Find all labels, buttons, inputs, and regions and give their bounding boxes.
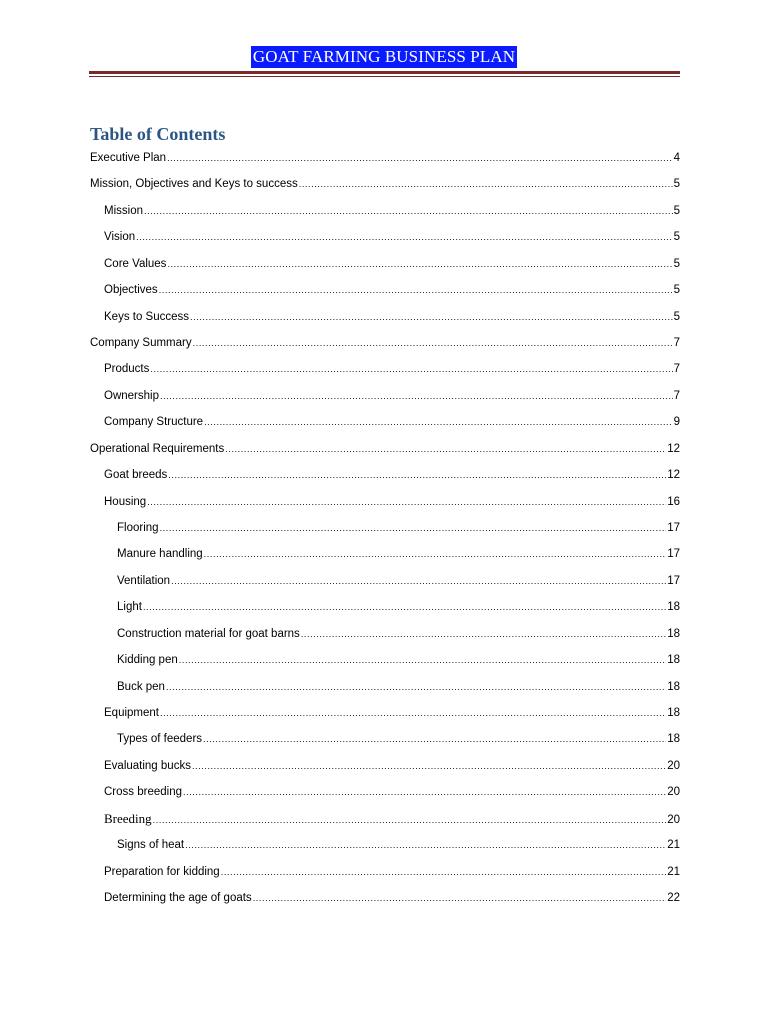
toc-entry-page: 17	[667, 522, 680, 535]
toc-leader-dots	[147, 494, 666, 510]
toc-leader-dots	[167, 256, 672, 272]
toc-entry[interactable]	[104, 361, 680, 377]
toc-entry[interactable]	[90, 176, 680, 192]
toc-leader-dots	[204, 414, 673, 430]
toc-entry[interactable]	[104, 890, 680, 906]
toc-entry[interactable]	[104, 784, 680, 800]
toc-entry[interactable]	[104, 282, 680, 298]
toc-entry-page: 22	[667, 892, 680, 905]
toc-entry-page: 5	[673, 231, 680, 244]
toc-entry[interactable]	[104, 414, 680, 430]
toc-entry[interactable]	[104, 256, 680, 272]
toc-entry-label: Company Structure	[104, 416, 204, 429]
toc-entry-label: Preparation for kidding	[104, 865, 220, 878]
toc-entry[interactable]	[104, 203, 680, 219]
toc-entry-page: 20	[667, 759, 680, 772]
toc-entry-page: 17	[667, 548, 680, 561]
toc-entry-label: Evaluating bucks	[104, 759, 191, 772]
toc-leader-dots	[301, 626, 666, 642]
toc-leader-dots	[185, 837, 666, 853]
toc-entry-label: Mission, Objectives and Keys to success	[90, 178, 298, 191]
toc-entry[interactable]	[104, 229, 680, 245]
toc-entry-label: Breeding	[104, 810, 152, 826]
toc-leader-dots	[136, 229, 672, 245]
toc-entry[interactable]	[104, 388, 680, 404]
toc-entry-page: 18	[667, 707, 680, 720]
toc-leader-dots	[253, 890, 667, 906]
toc-entry-page: 5	[673, 257, 680, 270]
toc-entry-label: Kidding pen	[117, 654, 178, 667]
header-rule-thin	[89, 76, 680, 77]
toc-entry[interactable]	[104, 758, 680, 774]
toc-entry-page: 4	[673, 152, 680, 164]
toc-leader-dots	[153, 812, 667, 828]
toc-entry-label: Determining the age of goats	[104, 892, 252, 905]
toc-entry-page: 12	[667, 469, 680, 482]
toc-entry-label: Ownership	[104, 389, 159, 402]
toc-leader-dots	[179, 652, 666, 668]
toc-leader-dots	[166, 679, 666, 695]
toc-entry-label: Manure handling	[117, 548, 203, 561]
toc-entry[interactable]	[104, 494, 680, 510]
toc-entry-page: 21	[667, 839, 680, 852]
toc-entry-label: Signs of heat	[117, 839, 185, 852]
toc-leader-dots	[144, 203, 673, 219]
toc-leader-dots	[160, 388, 673, 404]
toc-entry-page: 12	[667, 442, 680, 455]
toc-heading: Table of Contents	[90, 124, 226, 144]
toc-entry-page: 5	[673, 310, 680, 323]
toc-entry[interactable]	[117, 520, 680, 536]
toc-entry[interactable]	[104, 467, 680, 483]
toc-entry-label: Core Values	[104, 257, 167, 270]
toc-entry-label: Equipment	[104, 707, 159, 720]
toc-leader-dots	[183, 784, 666, 800]
toc-entry[interactable]	[104, 811, 680, 828]
toc-entry-label: Construction material for goat barns	[117, 627, 300, 640]
toc-leader-dots	[171, 573, 666, 589]
toc-entry-label: Flooring	[117, 522, 159, 535]
toc-entry-page: 16	[667, 495, 680, 508]
toc-leader-dots	[150, 361, 672, 377]
toc-entry-label: Executive Plan	[90, 152, 167, 164]
toc-entry-label: Objectives	[104, 284, 158, 297]
toc-leader-dots	[203, 731, 666, 747]
toc-leader-dots	[225, 441, 666, 457]
toc-entry-label: Goat breeds	[104, 469, 168, 482]
toc-leader-dots	[168, 467, 666, 483]
toc-entry-page: 18	[667, 654, 680, 667]
toc-entry-page: 18	[667, 601, 680, 614]
toc-entry[interactable]	[117, 546, 680, 562]
toc-entry-page: 18	[667, 733, 680, 746]
toc-entry-page: 7	[673, 363, 680, 376]
toc-entry-page: 9	[673, 416, 680, 429]
toc-entry-page: 21	[667, 865, 680, 878]
toc-entry-page: 5	[673, 178, 680, 191]
toc-entry-page: 7	[673, 337, 680, 349]
toc-leader-dots	[221, 864, 666, 880]
toc-entry[interactable]	[90, 335, 680, 351]
toc-entry[interactable]	[90, 150, 680, 166]
toc-entry[interactable]	[117, 626, 680, 642]
toc-entry[interactable]	[104, 309, 680, 325]
toc-leader-dots	[143, 599, 666, 615]
toc-entry-label: Products	[104, 363, 150, 376]
toc-entry[interactable]	[117, 679, 680, 695]
toc-entry-page: 17	[667, 574, 680, 587]
toc-entry-label: Buck pen	[117, 680, 165, 693]
toc-entry-label: Ventilation	[117, 574, 171, 587]
toc-entry-page: 20	[667, 813, 680, 826]
toc-entry-label: Types of feeders	[117, 733, 203, 746]
toc-entry-label: Mission	[104, 204, 143, 217]
toc-entry[interactable]	[104, 705, 680, 721]
toc-entry-label: Company Summary	[90, 337, 192, 349]
toc-entry-page: 5	[673, 204, 680, 217]
toc-entry-page: 18	[667, 680, 680, 693]
toc-leader-dots	[160, 520, 667, 536]
toc-entry[interactable]	[104, 864, 680, 880]
toc-entry[interactable]	[117, 731, 680, 747]
toc-leader-dots	[167, 150, 673, 166]
toc-leader-dots	[204, 546, 667, 562]
toc-leader-dots	[159, 282, 673, 298]
toc-entry-label: Operational Requirements	[90, 442, 225, 455]
toc-entry-page: 7	[673, 389, 680, 402]
toc-leader-dots	[160, 705, 666, 721]
toc-leader-dots	[299, 176, 673, 192]
toc-entry-label: Cross breeding	[104, 786, 182, 799]
toc-entry-label: Vision	[104, 231, 136, 244]
toc-entry-label: Housing	[104, 495, 147, 508]
toc-entry-label: Light	[117, 601, 142, 614]
header-rule	[89, 71, 680, 74]
toc-leader-dots	[193, 335, 673, 351]
toc-entry-label: Keys to Success	[104, 310, 190, 323]
toc-entry-page: 18	[667, 627, 680, 640]
toc-entry[interactable]	[117, 573, 680, 589]
toc-leader-dots	[192, 758, 666, 774]
document-header	[0, 46, 768, 68]
toc-entry[interactable]	[117, 837, 680, 853]
toc-entry[interactable]	[117, 652, 680, 668]
toc-entry-page: 5	[673, 284, 680, 297]
toc-entry[interactable]	[90, 441, 680, 457]
toc-entry-page: 20	[667, 786, 680, 799]
document-title: GOAT FARMING BUSINESS PLAN	[252, 47, 516, 66]
toc-leader-dots	[190, 309, 673, 325]
toc-entry[interactable]	[117, 599, 680, 615]
